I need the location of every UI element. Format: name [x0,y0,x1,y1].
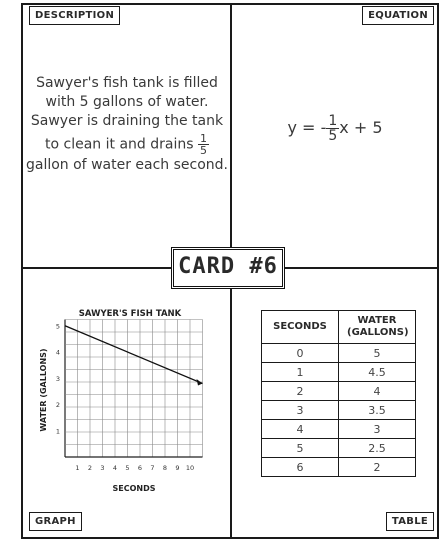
table-row [262,344,416,363]
fish-tank-chart [24,290,230,502]
cell-water: 3 [339,420,416,439]
equation-label: EQUATION [362,6,434,25]
fraction-numerator: 1 [199,132,207,145]
water-line [65,326,203,384]
table-row [262,420,416,439]
description-line: Sawyer is draining the tank [30,113,224,129]
column-header-seconds: SECONDS [262,311,339,344]
cell-seconds: 6 [262,458,339,477]
y-tick-label: 3 [55,374,60,383]
water-header-text: WATER (GALLONS) [347,315,409,338]
cell-water: 5 [339,344,416,363]
x-tick-label: 10 [185,464,195,472]
table-row [262,458,416,477]
equation-sign: - [320,118,327,137]
cell-seconds: 0 [262,344,339,363]
table-label: TABLE [386,512,434,531]
description-text [24,74,230,175]
description-line-text: to clean it and drains [45,136,194,153]
equation-lhs: y = [287,118,316,137]
data-table [261,310,416,477]
x-tick-label: 4 [112,464,118,472]
x-tick-label: 2 [87,464,93,472]
description-label: DESCRIPTION [29,6,120,25]
x-tick-label: 8 [162,464,168,472]
x-tick-label: 9 [175,464,180,472]
description-fraction [198,133,209,156]
table-row [262,401,416,420]
chart-title: SAWYER'S FISH TANK [78,309,182,319]
x-tick-label: 7 [150,464,155,472]
chart-xlabel: SECONDS [112,484,156,493]
equation-rhs: x + 5 [339,118,383,137]
y-tick-label: 2 [55,401,60,409]
column-header-water [339,311,416,344]
cell-water: 2.5 [339,439,416,458]
equation-fraction [326,114,339,143]
x-tick-label: 3 [100,464,105,472]
cell-seconds: 2 [262,382,339,401]
cell-water: 2 [339,458,416,477]
y-tick-label: 5 [55,322,60,331]
cell-seconds: 3 [262,401,339,420]
graph-label: GRAPH [29,512,82,531]
x-tick-label: 6 [137,464,143,472]
equation-text [232,114,438,143]
cell-seconds: 1 [262,363,339,382]
table-header-row [262,311,416,344]
fraction-denominator: 5 [199,144,207,157]
table-row [262,439,416,458]
cell-seconds: 5 [262,439,339,458]
description-line: Sawyer's fish tank is filled [36,75,218,91]
fraction-denominator: 5 [328,128,338,144]
cell-water: 4 [339,382,416,401]
y-tick-label: 4 [55,348,60,357]
y-tick-label: 1 [55,427,60,436]
x-tick-label: 1 [75,464,80,472]
x-tick-label: 5 [125,464,130,472]
description-line [24,133,230,156]
description-line: gallon of water each second. [25,157,228,173]
chart-ylabel: WATER (GALLONS) [39,348,48,432]
cell-seconds: 4 [262,420,339,439]
cell-water: 4.5 [339,363,416,382]
cell-water: 3.5 [339,401,416,420]
card-title: CARD #6 [171,247,285,289]
fraction-numerator: 1 [328,113,338,129]
description-line: with 5 gallons of water. [45,94,209,110]
table-row [262,363,416,382]
table-row [262,382,416,401]
